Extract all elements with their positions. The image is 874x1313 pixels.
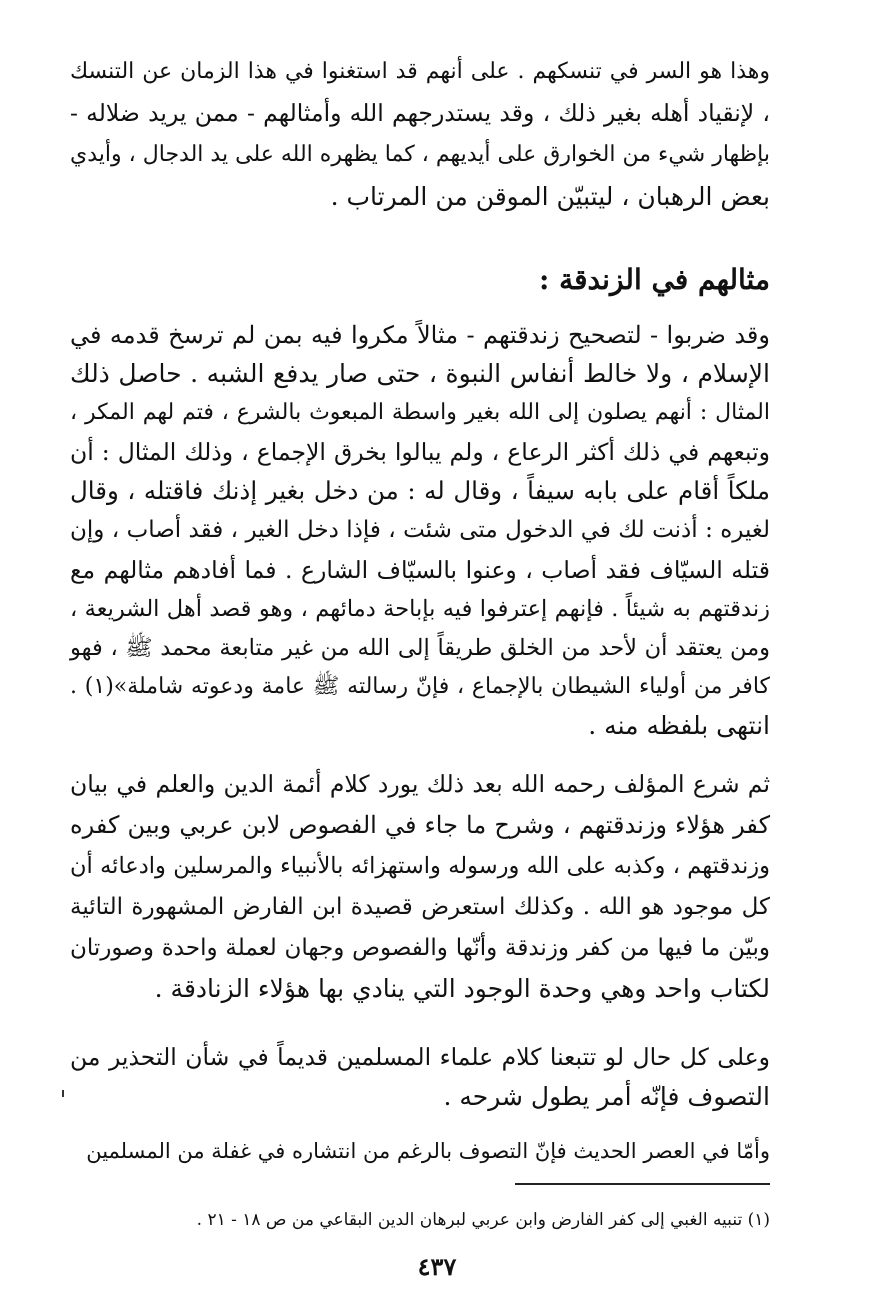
- text-line: انتهى بلفظه منه .: [588, 711, 770, 740]
- text-line: لغيره : أذنت لك في الدخول متى شئت ، فإذا دخل الغير ، فقد أصاب ، وإن: [70, 517, 770, 543]
- text-line: كل موجود هو الله . وكذلك استعرض قصيدة ابن الفارض المشهورة التائية: [70, 894, 770, 920]
- text-line: وزندقتهم ، وكذبه على الله ورسوله واستهزائه بالأنبياء والمرسلين وادعائه أن: [70, 853, 770, 879]
- page-number: ٤٣٧: [417, 1252, 457, 1281]
- text-line: ومن يعتقد أن لأحد من الخلق طريقاً إلى الله من غير متابعة محمد ﷺ ، فهو: [70, 635, 770, 661]
- footnote: (١) تنبيه الغبي إلى كفر الفارض وابن عربي لبرهان الدين البقاعي من ص ١٨ - ٢١ .: [196, 1210, 770, 1230]
- text-line: وبيّن ما فيها من كفر وزندقة وأنّها والفصوص وجهان لعملة واحدة وصورتان: [70, 935, 770, 961]
- section-heading: مثالهم في الزندقة :: [539, 263, 770, 296]
- text-line: بعض الرهبان ، ليتبيّن الموقن من المرتاب .: [330, 182, 770, 211]
- text-line: وهذا هو السر في تنسكهم . على أنهم قد استغنوا في هذا الزمان عن التنسك: [70, 59, 770, 84]
- text-line: الإسلام ، ولا خالط أنفاس النبوة ، حتى صار يدفع الشبه . حاصل ذلك: [70, 359, 770, 388]
- text-line: كافر من أولياء الشيطان بالإجماع ، فإنّ رسالته ﷺ عامة ودعوته شاملة»(١) .: [70, 674, 770, 699]
- text-line: ثم شرع المؤلف رحمه الله بعد ذلك يورد كلام أئمة الدين والعلم في بيان: [70, 770, 770, 798]
- text-line: التصوف فإنّه أمر يطول شرحه .: [443, 1082, 770, 1111]
- text-line: بإظهار شيء من الخوارق على أيديهم ، كما يظهره الله على يد الدجال ، وأيدي: [70, 142, 770, 167]
- scan-speck: [62, 1090, 64, 1097]
- text-line: وقد ضربوا - لتصحيح زندقتهم - مثالاً مكروا فيه بمن لم ترسخ قدمه في: [70, 321, 770, 349]
- text-line: لكتاب واحد وهي وحدة الوجود التي ينادي بها هؤلاء الزنادقة .: [154, 974, 770, 1003]
- text-line: وعلى كل حال لو تتبعنا كلام علماء المسلمين قديماً في شأن التحذير من: [70, 1043, 770, 1071]
- text-line: قتله السيّاف فقد أصاب ، وعنوا بالسيّاف الشارع . فما أفادهم مثالهم مع: [70, 556, 770, 584]
- text-line: ملكاً أقام على بابه سيفاً ، وقال له : من دخل بغير إذنك فاقتله ، وقال: [70, 476, 771, 505]
- text-line: وأمّا في العصر الحديث فإنّ التصوف بالرغم من انتشاره في غفلة من المسلمين: [86, 1139, 770, 1163]
- footnote-rule: [515, 1183, 770, 1185]
- text-line: زندقتهم به شيئاً . فإنهم إعترفوا فيه بإباحة دمائهم ، وهو قصد أهل الشريعة ،: [70, 596, 770, 622]
- text-line: المثال : أنهم يصلون إلى الله بغير واسطة المبعوث بالشرع ، فتم لهم المكر ،: [70, 400, 770, 425]
- text-line: ، لإنقياد أهله بغير ذلك ، وقد يستدرجهم الله وأمثالهم - ممن يريد ضلاله -: [70, 99, 770, 127]
- text-line: وتبعهم في ذلك أكثر الرعاع ، ولم يبالوا بخرق الإجماع ، وذلك المثال : أن: [70, 438, 770, 466]
- text-line: كفر هؤلاء وزندقتهم ، وشرح ما جاء في الفصوص لابن عربي وبين كفره: [70, 811, 770, 839]
